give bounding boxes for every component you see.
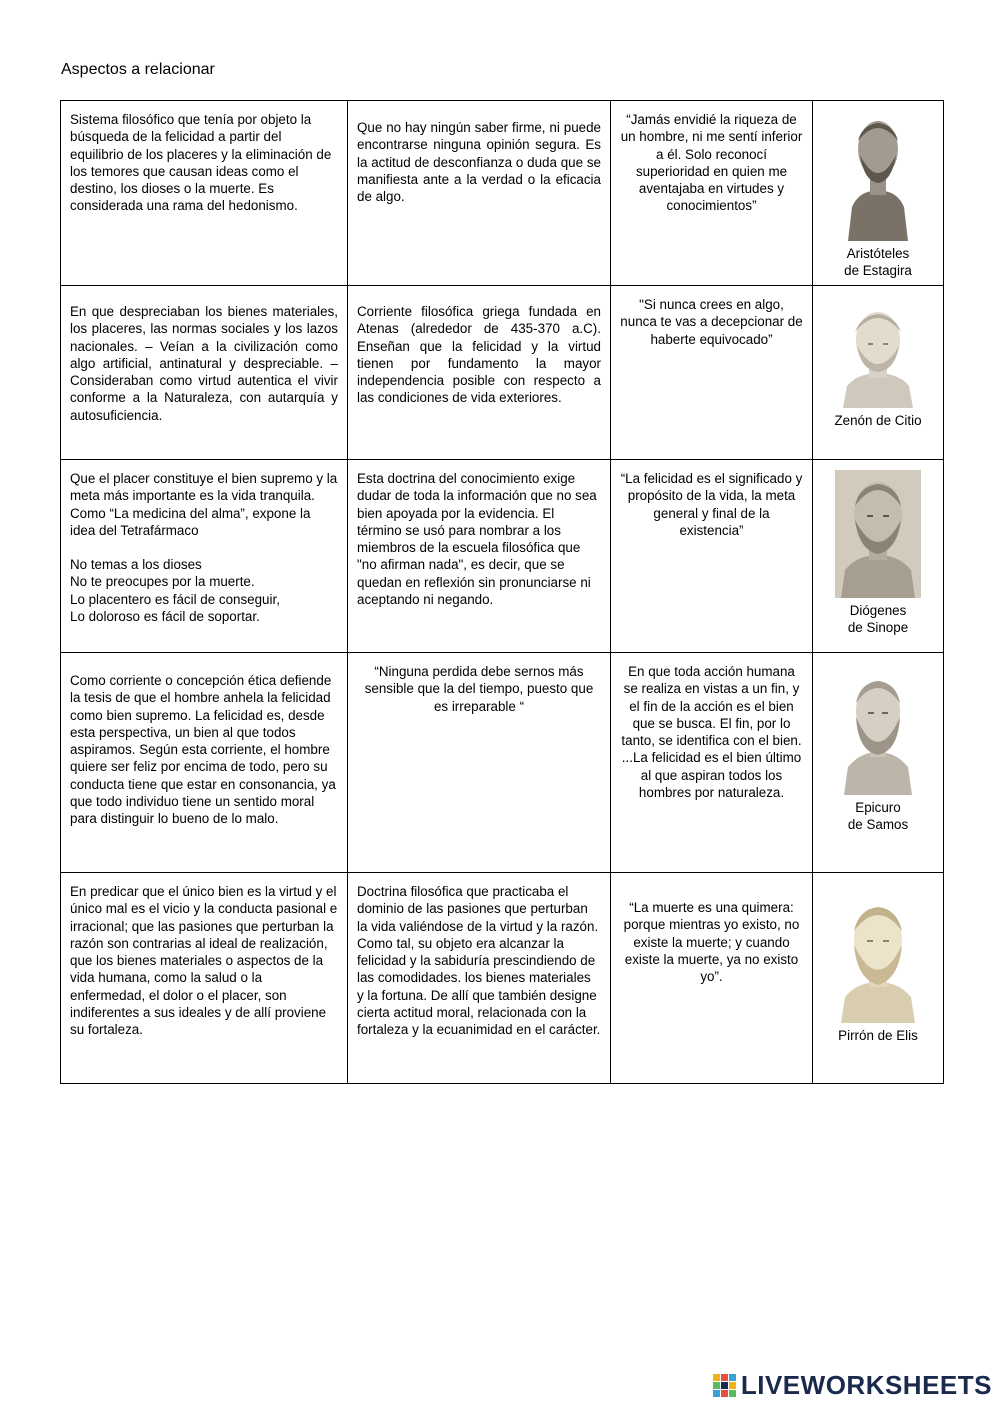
philosopher-cell xyxy=(813,873,944,1084)
description-cell[interactable]: Corriente filosófica griega fundada en Atenas (alrededor de 435-370 a.C). Enseñan que la felicidad y la virtud tienen por fundamento la mayor independencia posible con respecto a las condiciones de vida exteriores. xyxy=(348,286,611,460)
tetrafarmaco-line: Lo doloroso es fácil de soportar. xyxy=(70,609,260,625)
philosopher-bust-image xyxy=(840,671,916,795)
quote-cell[interactable]: "Si nunca crees en algo, nunca te vas a decepcionar de haberte equivocado” xyxy=(611,286,813,460)
philosopher-bust-image xyxy=(835,899,921,1023)
philosopher-name: Pirrón de Elis xyxy=(838,1028,918,1043)
philosopher-name: Epicuro de Samos xyxy=(847,800,909,832)
paragraph-gap xyxy=(70,539,338,556)
table-row xyxy=(61,460,944,653)
table-row xyxy=(61,101,944,286)
description-cell[interactable]: En predicar que el único bien es la virtud y el único mal es el vicio y la conducta pasional e irracional; que las pasiones que perturban la razón son contrarias al ideal de realización, que los bienes materiales o aspectos de la vida humana, como la salud o la enfermedad, el dolor o el placer, son indiferentes a sus ideales y de allí proviene su fortaleza. xyxy=(61,873,348,1084)
philosopher-bust-image xyxy=(835,470,921,598)
liveworksheets-logo-icon xyxy=(713,1374,737,1398)
page-title: Aspectos a relacionar xyxy=(61,61,215,78)
philosopher-name: Diógenes de Sinope xyxy=(847,603,909,635)
philosopher-cell xyxy=(813,460,944,653)
tetrafarmaco-line: No temas a los dioses xyxy=(70,557,202,573)
description-cell[interactable]: Sistema filosófico que tenía por objeto la búsqueda de la felicidad a partir del equilibrio de los placeres y la eliminación de los temores que causan ideas como el destino, los dioses o la muerte. Es considerada una rama del hedonismo. xyxy=(61,101,348,286)
philosopher-cell xyxy=(813,101,944,286)
matching-table xyxy=(60,100,944,1084)
quote-cell[interactable]: “Ninguna perdida debe sernos más sensible que la del tiempo, puesto que es irreparable “ xyxy=(348,653,611,873)
description-text: Que el placer constituye el bien supremo y la meta más importante es la vida tranquila. Como “La medicina del alma”, expone la idea del Tetrafármaco xyxy=(70,471,338,538)
philosopher-cell xyxy=(813,286,944,460)
description-cell[interactable]: En que despreciaban los bienes materiales, los placeres, las normas sociales y los lazos nacionales. – Veían a la civilización como algo artificial, antinatural y despreciable. – Consideraban como virtud autentica el vivir conforme a la Naturaleza, con autarquía y autosuficiencia. xyxy=(61,286,348,460)
tetrafarmaco-line: Lo placentero es fácil de conseguir, xyxy=(70,591,280,607)
description-cell[interactable]: Esta doctrina del conocimiento exige dudar de toda la información que no sea bien apoyada por la evidencia. El término se usó para nombrar a los miembros de la escuela filosófica que "no afirman nada", es decir, que se quedan en reflexión sin pronunciarse ni aceptando ni negando. xyxy=(348,460,611,653)
quote-cell[interactable]: “Jamás envidié la riqueza de un hombre, ni me sentí inferior a él. Solo reconocí superioridad en quien me aventajaba en virtudes y conocimientos” xyxy=(611,101,813,286)
table-row xyxy=(61,873,944,1084)
tetrafarmaco-line: No te preocupes por la muerte. xyxy=(70,574,255,590)
quote-cell[interactable]: “La muerte es una quimera: porque mientras yo existo, no existe la muerte; y cuando existe la muerte, ya no existo yo”. xyxy=(611,873,813,1084)
description-cell[interactable]: Doctrina filosófica que practicaba el dominio de las pasiones que perturban la vida valiéndose de la virtud y la razón. Como tal, su objeto era alcanzar la felicidad y la sabiduría prescindiendo de las comodidades. los bienes materiales y la fortuna. De allí que también designe cierta actitud moral, relacionada con la fortaleza y la ecuanimidad en el carácter. xyxy=(348,873,611,1084)
description-cell[interactable]: Como corriente o concepción ética defiende la tesis de que el hombre anhela la felicidad como bien supremo. La felicidad es, desde esta perspectiva, un bien al que todos aspiramos. Según esta corriente, el hombre quiere ser feliz por encima de todo, pero su conducta tiene que estar en consonancia, ya que todo individuo tiene un sentido moral para distinguir lo bueno de lo malo. xyxy=(61,653,348,873)
philosopher-cell xyxy=(813,653,944,873)
philosopher-name: Zenón de Citio xyxy=(834,413,922,428)
description-cell[interactable]: Que no hay ningún saber firme, ni puede encontrarse ninguna opinión segura. Es la actitud de desconfianza o duda que se manifiesta ante a la verdad o la eficacia de algo. xyxy=(348,101,611,286)
table-row xyxy=(61,653,944,873)
description-cell[interactable]: En que toda acción humana se realiza en vistas a un fin, y el fin de la acción es el bien que se busca. El fin, por lo tanto, se identifica con el bien. ...La felicidad es el bien último al que aspiran todos los hombres por naturaleza. xyxy=(611,653,813,873)
brand-name: LIVEWORKSHEETS xyxy=(740,1370,992,1400)
description-cell[interactable] xyxy=(61,460,348,653)
liveworksheets-brand[interactable] xyxy=(713,1370,992,1401)
quote-cell[interactable]: “La felicidad es el significado y propósito de la vida, la meta general y final de la existencia” xyxy=(611,460,813,653)
philosopher-bust-image xyxy=(842,111,914,241)
table-row xyxy=(61,286,944,460)
philosopher-bust-image xyxy=(835,304,921,408)
philosopher-name: Aristóteles de Estagira xyxy=(844,246,912,278)
